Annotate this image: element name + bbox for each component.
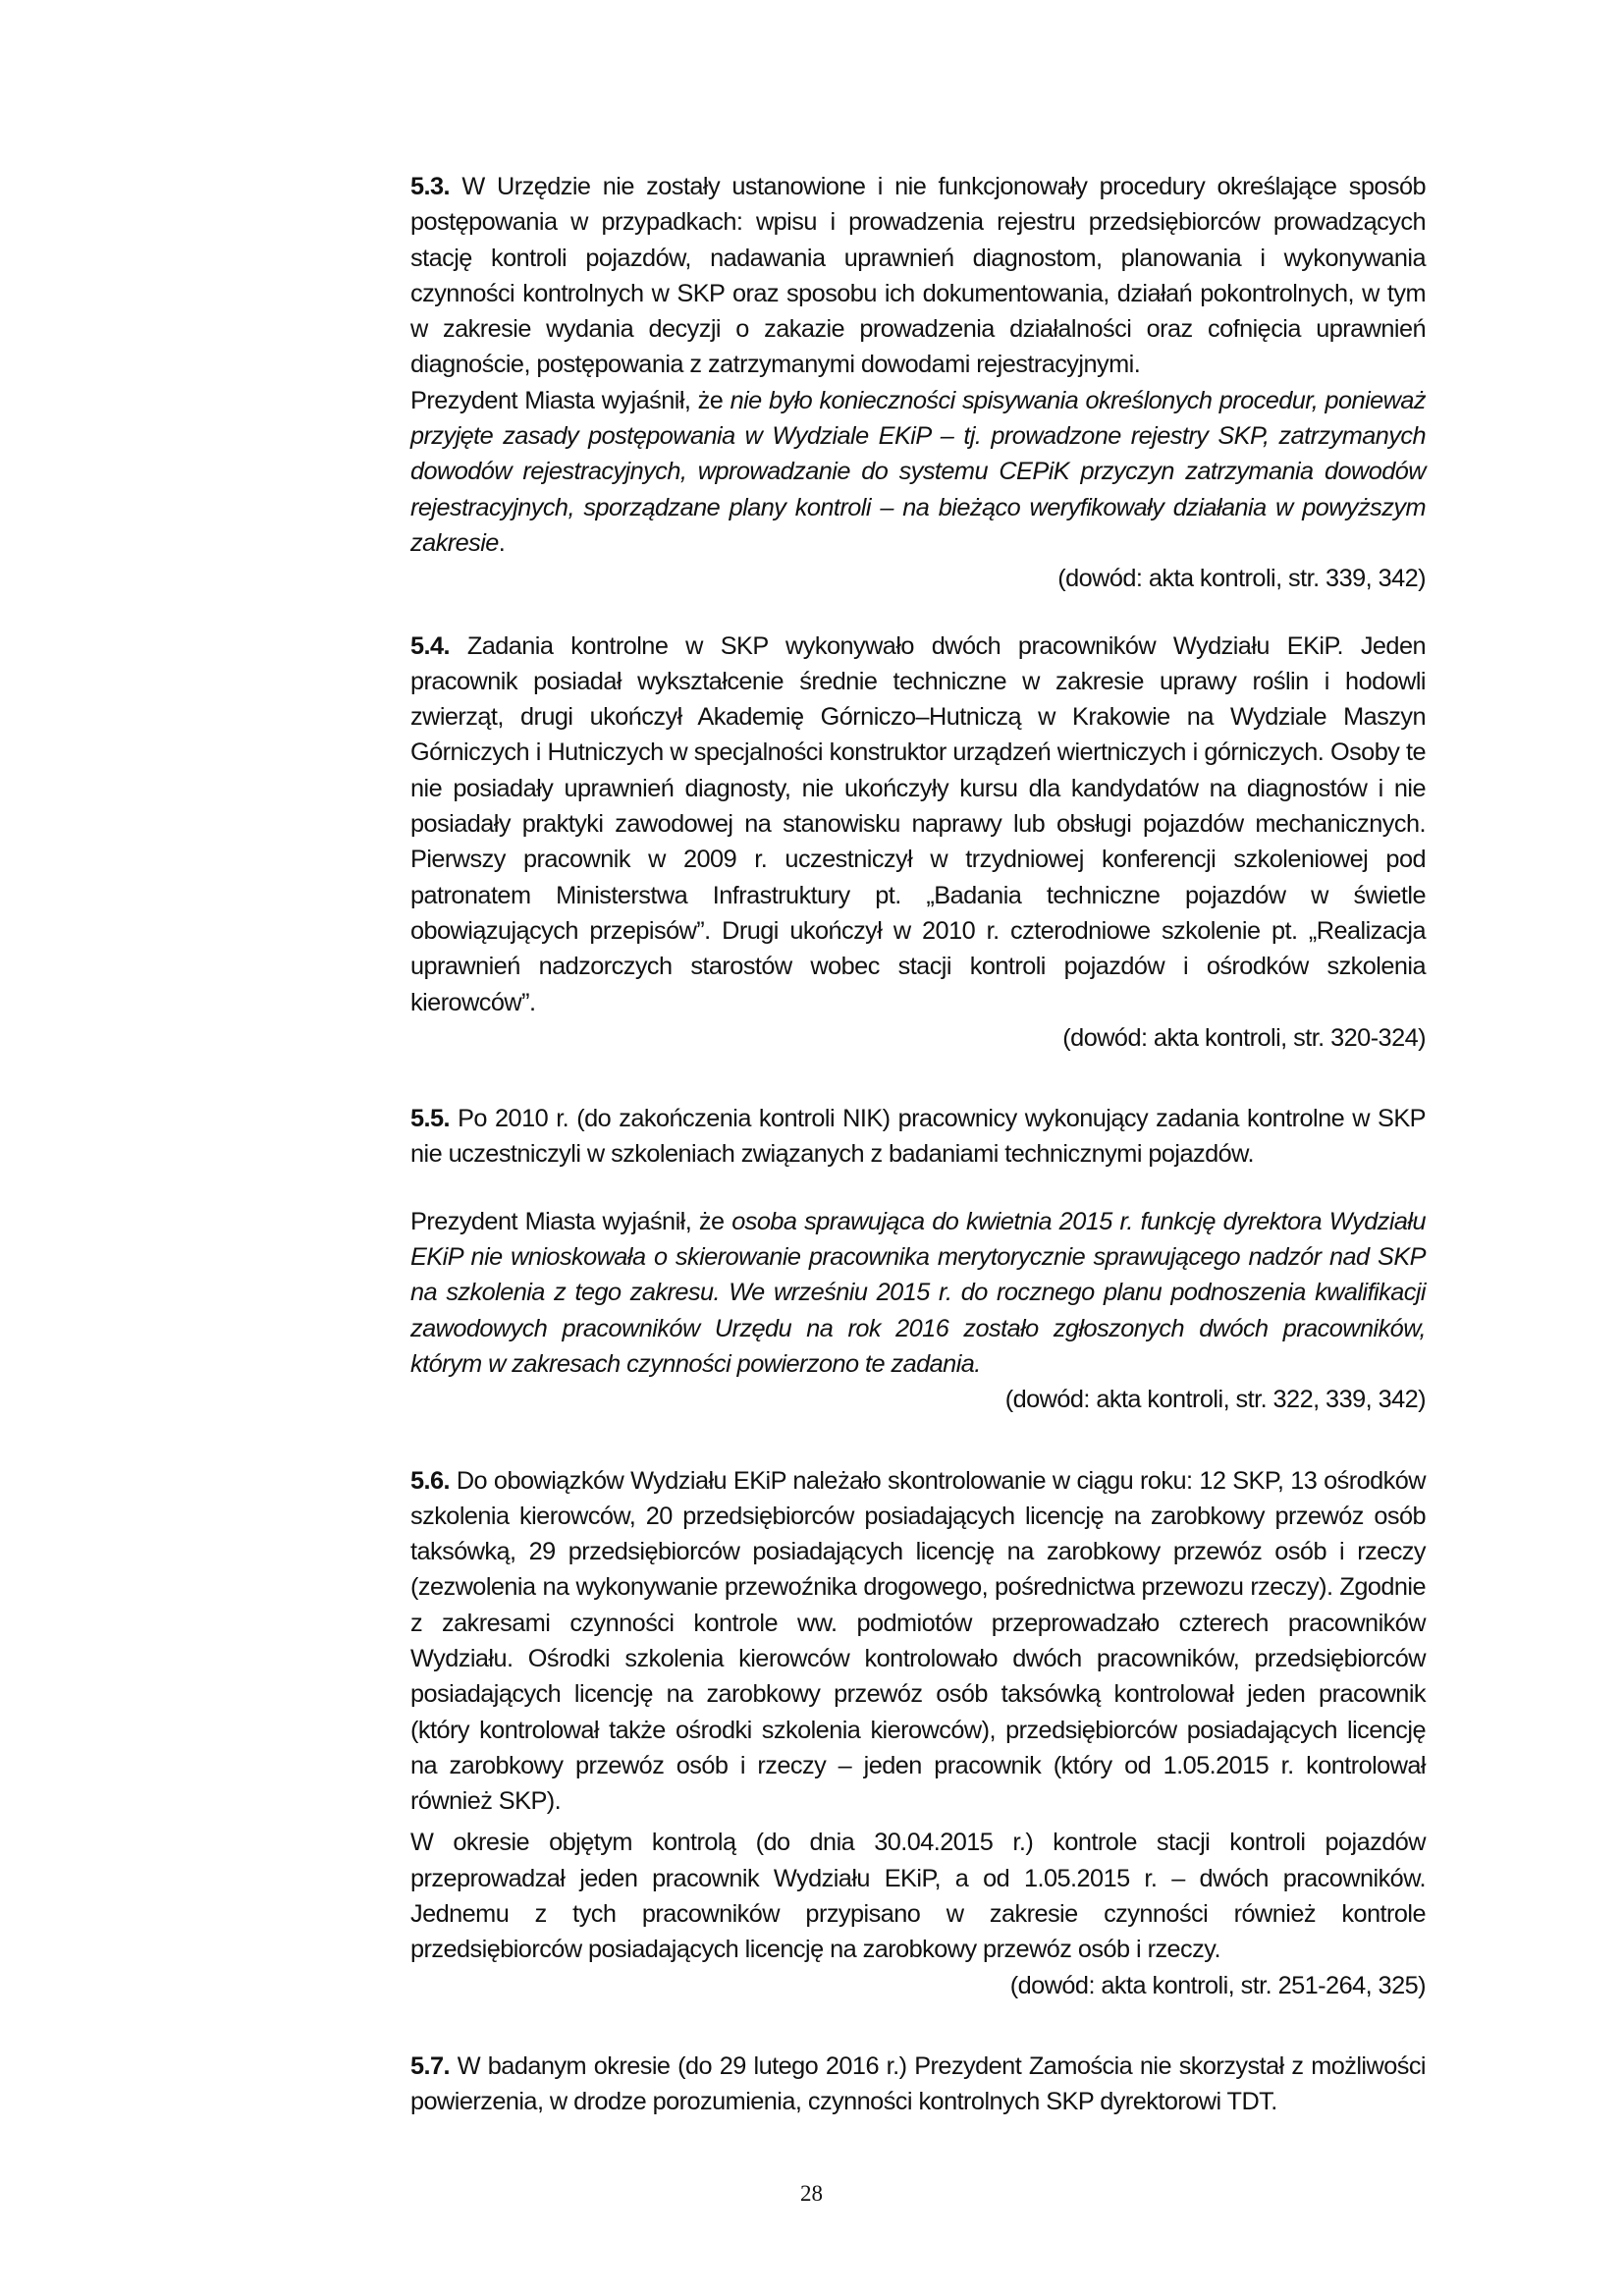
section-number: 5.5. <box>410 1105 450 1133</box>
evidence-reference: (dowód: akta kontroli, str. 251-264, 325) <box>1009 1971 1426 1999</box>
page-content <box>410 169 1426 2120</box>
section-5-6-second-paragraph: W okresie objętym kontrolą (do dnia 30.04.2015 r.) kontrole stacji kontroli pojazdów przeprowadzał jeden pracownik Wydziału EKiP, a od 1.05.2015 r. – dwóch pracowników. Jednemu z tych pracowników przypisano w zakresie czynności również kontrole przedsiębiorców posiadających licencję na zarobkowy przewóz osób i rzeczy. <box>410 1829 1426 1964</box>
section-5-6-paragraph <box>410 1463 1426 1820</box>
explanation-quote: osoba sprawująca do kwietnia 2015 r. funkcję dyrektora Wydziału EKiP nie wnioskowała o skierowanie pracownika merytorycznie sprawującego nadzór nad SKP na szkolenia z tego zakresu. We wrześniu 2015 r. do rocznego planu podnoszenia kwalifikacji zawodowych pracowników Urzędu na rok 2016 zostało zgłoszonych dwóch pracowników, którym w zakresach czynności powierzono te zadania. <box>410 1207 1426 1378</box>
paragraph-text: Zadania kontrolne w SKP wykonywało dwóch pracowników Wydziału EKiP. Jeden pracownik posiadał wykształcenie średnie techniczne w zakresie uprawy roślin i hodowli zwierząt, drugi ukończył Akademię Górniczo–Hutniczą w Krakowie na Wydziale Maszyn Górniczych i Hutniczych w specjalności konstruktor urządzeń wiertniczych i górniczych. Osoby te nie posiadały uprawnień diagnosty, nie ukończyły kursu dla kandydatów na diagnostów i nie posiadały praktyki zawodowej na stanowisku naprawy lub obsługi pojazdów mechanicznych. Pierwszy pracownik w 2009 r. uczestniczył w trzydniowej konferencji szkoleniowej pod patronatem Ministerstwa Infrastruktury pt. „Badania techniczne pojazdów w świetle obowiązujących przepisów”. Drugi ukończył w 2010 r. czterodniowe szkolenie pt. „Realizacja uprawnień nadzorczych starostów wobec stacji kontroli pojazdów i ośrodków szkolenia kierowców”. <box>410 631 1426 1016</box>
section-number: 5.7. <box>410 2051 450 2080</box>
section-5-4-paragraph <box>410 629 1426 1020</box>
section-number: 5.4. <box>410 631 450 660</box>
section-number: 5.3. <box>410 173 450 200</box>
section-5-3-paragraph <box>410 169 1426 383</box>
section-5-3-explanation <box>410 383 1426 561</box>
explanation-lead: Prezydent Miasta wyjaśnił, że <box>410 1207 732 1235</box>
evidence-reference: (dowód: akta kontroli, str. 339, 342) <box>1057 565 1426 593</box>
section-5-5-explanation <box>410 1204 1426 1382</box>
section-number: 5.6. <box>410 1466 450 1495</box>
evidence-reference: (dowód: akta kontroli, str. 320-324) <box>1062 1023 1426 1052</box>
evidence-reference: (dowód: akta kontroli, str. 322, 339, 342) <box>1004 1386 1426 1414</box>
explanation-lead: Prezydent Miasta wyjaśnił, że <box>410 386 730 414</box>
paragraph-text: Po 2010 r. (do zakończenia kontroli NIK) pracownicy wykonujący zadania kontrolne w SKP nie uczestniczyli w szkoleniach związanych z badaniami technicznymi pojazdów. <box>410 1105 1426 1169</box>
page-number: 28 <box>800 2181 823 2206</box>
paragraph-text: Do obowiązków Wydziału EKiP należało skontrolowanie w ciągu roku: 12 SKP, 13 ośrodków szkolenia kierowców, 20 przedsiębiorców posiadających licencję na zarobkowy przewóz osób taksówką, 29 przedsiębiorców posiadających licencję na zarobkowy przewóz osób i rzeczy (zezwolenia na wykonywanie przewoźnika drogowego, pośrednictwa przewozu rzeczy). Zgodnie z zakresami czynności kontrole ww. podmiotów przeprowadzało czterech pracowników Wydziału. Ośrodki szkolenia kierowców kontrolowało dwóch pracowników, przedsiębiorców posiadających licencję na zarobkowy przewóz osób taksówką kontrolował jeden pracownik (który kontrolował także ośrodki szkolenia kierowców), przedsiębiorców posiadających licencję na zarobkowy przewóz osób i rzeczy – jeden pracownik (który od 1.05.2015 r. kontrolował również SKP). <box>410 1466 1426 1816</box>
section-5-7-paragraph <box>410 2049 1426 2120</box>
explanation-quote: nie było konieczności spisywania określonych procedur, ponieważ przyjęte zasady postępowania w Wydziale EKiP – tj. prowadzone rejestry SKP, zatrzymanych dowodów rejestracyjnych, wprowadzanie do systemu CEPiK przyczyn zatrzymania dowodów rejestracyjnych, sporządzane plany kontroli – na bieżąco weryfikowały działania w powyższym zakresie <box>410 386 1426 557</box>
section-5-5-paragraph <box>410 1101 1426 1173</box>
paragraph-text: W badanym okresie (do 29 lutego 2016 r.) Prezydent Zamościa nie skorzystał z możliwości powierzenia, w drodze porozumienia, czynności kontrolnych SKP dyrektorowi TDT. <box>410 2051 1426 2116</box>
explanation-end: . <box>498 528 506 557</box>
paragraph-text: W Urzędzie nie zostały ustanowione i nie funkcjonowały procedury określające sposób postępowania w przypadkach: wpisu i prowadzenia rejestru przedsiębiorców prowadzących stację kontroli pojazdów, nadawania uprawnień diagnostom, planowania i wykonywania czynności kontrolnych w SKP oraz sposobu ich dokumentowania, działań pokontrolnych, w tym w zakresie wydania decyzji o zakazie prowadzenia działalności oraz cofnięcia uprawnień diagnoście, postępowania z zatrzymanymi dowodami rejestracyjnymi. <box>410 173 1427 379</box>
